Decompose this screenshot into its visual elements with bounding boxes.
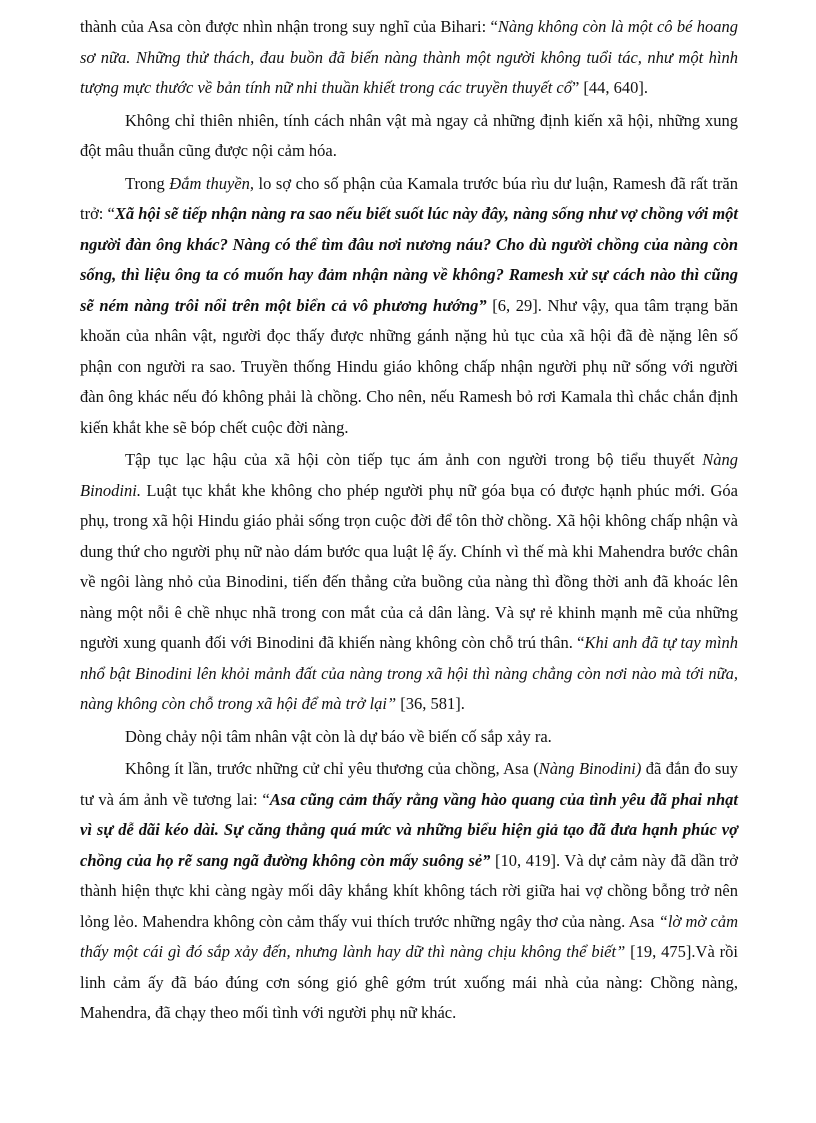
paragraph-6 [80, 754, 738, 1029]
paragraph-1 [80, 12, 738, 104]
bold-italic-quote: Xã hội sẽ tiếp nhận nàng ra sao nếu biết suốt lúc này đây, nàng sống như vợ chồng với một người đàn ông khác? Nàng có thể tìm đâu nơi nương náu? Cho dù người chồng của nàng còn sống, thì liệu ông ta có muốn hay đảm nhận nàng về không? Ramesh xử sự cách nào thì cũng sẽ ném nàng trôi nổi trên một biển cả vô phương hướng” [80, 204, 738, 315]
paragraph-2 [80, 106, 738, 167]
text-run: Trong [125, 173, 170, 193]
text-run: đã đắn đo suy tư và ám ảnh về tương lai: “ [80, 759, 738, 809]
citation: [36, 581]. [396, 694, 465, 713]
italic-quote: Nàng không còn là một cô bé hoang sơ nữa. Những thử thách, đau buồn đã biến nàng thành một người không tuổi tác, như một hình tượng mực thước về bản tính nữ nhi thuần khiết trong các truyền thuyết cổ [80, 17, 738, 97]
text-run: Không chỉ thiên nhiên, tính cách nhân vật mà ngay cả những định kiến xã hội, những xung đột mâu thuẫn cũng được nội cảm hóa. [80, 110, 738, 160]
paragraph-3 [80, 169, 738, 444]
text-run: lo sợ cho số phận của Kamala trước búa rìu dư luận, Ramesh đã rất trăn trở: “ [80, 173, 738, 223]
text-run: [19, 475].Và rồi linh cảm ấy đã báo đúng cơn sóng gió ghê gớm trút xuống mái nhà của nàng: Chồng nàng, Mahendra, đã chạy theo mối tình với người phụ nữ khác. [80, 942, 738, 1022]
citation: ” [44, 640]. [571, 78, 649, 97]
text-run: Không ít lần, trước những cử chỉ yêu thương của chồng, Asa ( [125, 759, 539, 778]
paragraph-5 [80, 722, 738, 753]
book-title: Nàng Binodini. [80, 450, 738, 500]
text-run: thành của Asa còn được nhìn nhận trong suy nghĩ của Bihari: “ [80, 17, 498, 36]
italic-quote: “lờ mờ cảm thấy một cái gì đó sắp xảy đến, nhưng lành hay dữ thì nàng chịu không thể biết” [80, 911, 738, 961]
bold-italic-quote: Asa cũng cảm thấy rằng vầng hào quang của tình yêu đã phai nhạt vì sự dễ dãi kéo dài. Sự căng thẳng quá mức và những biểu hiện giả tạo đã đưa hạnh phúc vợ chồng của họ rẽ sang ngã đường không còn mấy suông sẻ” [80, 789, 738, 870]
text-run: [10, 419]. Và dự cảm này đã dần trở thành hiện thực khi càng ngày mối dây khắng khít không tách rời giữa hai vợ chồng bỗng trở nên lỏng lẻo. Mahendra không còn cảm thấy vui thích trước những ngây thơ của nàng. Asa [80, 850, 738, 931]
book-title: Đắm thuyền, [169, 173, 254, 193]
text-run: [6, 29]. Như vậy, qua tâm trạng băn khoăn của nhân vật, người đọc thấy được những gánh nặng hủ tục của xã hội đã đè nặng lên số phận con người ra sao. Truyền thống Hindu giáo không chấp nhận người phụ nữ sống với người đàn ông khác nếu đó không phải là chồng. Cho nên, nếu Ramesh bỏ rơi Kamala thì chắc chắn định kiến khắt khe sẽ bóp chết cuộc đời nàng. [80, 295, 738, 437]
italic-quote: Khi anh đã tự tay mình nhổ bật Binodini lên khỏi mảnh đất của nàng trong xã hội thì nàng chẳng còn nơi nào mà tới nữa, nàng không còn chỗ trong xã hội để mà trở lại” [80, 633, 738, 713]
book-title: Nàng Binodini) [538, 759, 642, 778]
paragraph-4 [80, 445, 738, 720]
text-run: Dòng chảy nội tâm nhân vật còn là dự báo về biến cố sắp xảy ra. [125, 726, 552, 746]
document-page [80, 12, 738, 1031]
text-run: Tập tục lạc hậu của xã hội còn tiếp tục ám ảnh con người trong bộ tiểu thuyết [125, 450, 703, 469]
text-run: Luật tục khắt khe không cho phép người phụ nữ góa bụa có được hạnh phúc mới. Góa phụ, trong xã hội Hindu giáo phải sống trọn cuộc đời để tôn thờ chồng. Xã hội không chấp nhận và dung thứ cho người phụ nữ nào dám bước qua luật lệ ấy. Chính vì thế mà khi Mahendra bước chân về ngôi làng nhỏ của Binodini, tiến đến thẳng cửa buồng của nàng thì đồng thời anh đã khoác lên nàng một nỗi ê chề nhục nhã trong con mắt của cả dân làng. Và sự rẻ khinh mạnh mẽ của những người xung quanh đối với Binodini đã khiến nàng không còn chỗ trú thân. “ [80, 480, 738, 652]
